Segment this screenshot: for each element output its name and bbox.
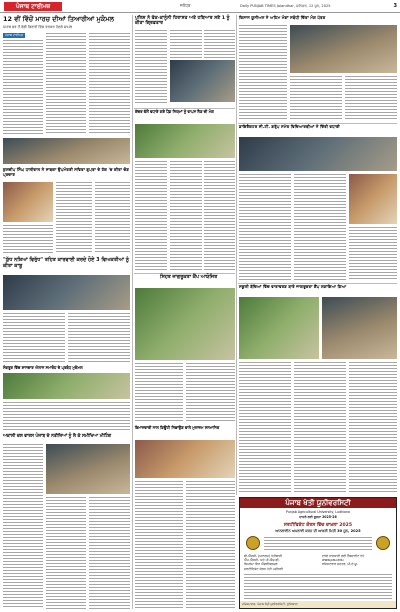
news-photo [3,138,130,164]
masthead [0,0,400,13]
ad-footer: ਰਜਿਸਟਰਾਰ, ਪੰਜਾਬ ਖੇਤੀ ਯੂਨੀਵਰਸਿਟੀ, ਲੁਧਿਆਣਾ [240,601,396,608]
article-text [56,182,92,252]
news-photo [3,275,130,310]
ad-banner: ਪੰਜਾਬ ਖੇਤੀ ਯੂਨੀਵਰਸਿਟੀ [240,498,396,508]
ad-course-list [244,554,283,571]
news-photo [322,297,397,359]
story-headline: "ਯੁੱਧ ਨਸ਼ਿਆਂ ਵਿਰੁੱਧ" ਤਹਿਤ ਕਾਰਵਾਈ ਕਰਦੇ ਹੋਏ 3 ਵਿਅਕਤੀਆਂ ਨੂੰ ਕੀਤਾ ਕਾਬੂ [3,257,129,269]
article-text [135,30,167,105]
ad-course-item: ਸਰਟੀਫਿਕੇਟ ਕੋਰਸ ਖੇਤੀ ਮਸ਼ੀਨਰੀ [244,566,283,571]
article-text [89,33,130,135]
article-text [3,444,43,609]
lead-subheadline: ਪੰਜਾਬ ਭਰ ਤੋਂ ਵੱਡੀ ਗਿਣਤੀ ਵਿੱਚ ਵਰਕਰ ਹੋਣਗੇ ਸ਼ਾਮਲ [3,25,73,29]
news-photo [135,440,235,478]
section-rule [134,273,235,274]
story-headline: ਪੁਲਿਸ ਨੇ ਫੇਕ-ਕਾਨੂੰਨੀ ਹਿਰਾਸਤ ਅਤੇ ਹਥਿਆਰ ਸਣੇ 1 ਨੂੰ ਕੀਤਾ ਗ੍ਰਿਫ਼ਤਾਰ [135,16,230,27]
news-photo [170,60,235,102]
article-text [3,225,53,253]
ad-text [244,574,392,600]
article-text [349,227,397,280]
ad-course-item: ਬੀ.ਐੱਸਸੀ. (ਆਨਰਜ਼) ਖੇਤੀਬਾੜੀ [244,554,282,558]
university-advertisement [239,497,397,609]
lead-headline: 12 ਵੀਂ ਵਿੱਚੋਂ ਮਾਰਚ ਦੀਆਂ ਤਿਆਰੀਆਂ ਮੁਕੰਮਲ [3,15,114,23]
article-text [46,33,86,135]
article-text [3,402,130,430]
article-text [349,362,397,492]
page-number: 3 [393,3,397,9]
article-text [204,30,235,58]
story-headline: ਅਕਾਲੀ ਦਲ ਵਾਰਸ ਪੰਜਾਬ ਦੇ ਨਤੀਜਿਆਂ ਨੂੰ ਲੈ ਕੇ ਸਮੀਖਿਆ ਮੀਟਿੰਗ [3,434,112,439]
ad-title: ਸਰਟੀਫਿਕੇਟ ਕੋਰਸ ਵਿੱਚ ਦਾਖ਼ਲਾ 2025 [283,523,353,528]
news-photo [135,288,235,360]
ad-info-list [322,554,364,567]
university-seal-icon [376,536,390,550]
byline-tag: ਪੰਜਾਬ ਟਾਈਮਜ਼ [5,33,24,37]
story-headline: ਕੇਂਦਰ ਵੱਲੋਂ ਵਧਾਏ ਗਏ ਪੈਂਡ ਨਿਯਮਾਂ ਨੂੰ ਵਾਪਸ ਲੈਣ ਦੀ ਮੰਗ [135,109,214,114]
article-text [95,182,130,252]
column-rule [132,15,133,609]
ad-info-item: www.pau.edu [322,558,344,563]
news-photo [239,297,319,359]
story-headline: ਡਾਇਰੈਕਟਰ ਸੀ.ਟੀ. ਗਰੁੱਪ ਸਮੇਤ ਵਿਦਿਆਰਥੀਆਂ ਨੇ ਦਿੱਤੀ ਵਧਾਈ [239,124,340,129]
article-text [68,313,130,363]
ad-course-item: ਡਿਪਲੋਮਾ ਇਨ ਐਗਰੀਕਲਚਰ [244,562,278,567]
newspaper-logo: ਪੰਜਾਬ ਟਾਈਮਜ਼ [4,2,62,11]
story-headline: ਸੰਗਰੂਰ ਵਿੱਚ ਸ਼ਾਨਦਾਰ ਐਲਾਨ ਸਮਾਰੋਹ ਦੇ ਪ੍ਰਬੰਧ ਮੁਕੰਮਲ [3,365,83,370]
article-text [89,497,130,609]
article-text [204,161,235,271]
university-seal-icon [246,536,260,550]
news-photo [135,124,235,158]
news-photo [349,174,397,224]
ad-deadline: ਆਨਲਾਈਨ ਅਪਲਾਈ ਕਰਨ ਦੀ ਆਖ਼ਰੀ ਮਿਤੀ 30 ਜੂਨ, 2025 [275,529,361,533]
article-text [239,174,291,280]
article-text [294,362,346,492]
article-text [186,481,235,609]
news-photo [290,25,397,73]
news-photo [239,137,397,171]
dateline: Daily PUNJAB TIMES Jalandhar, ਸ਼ਨਿਚਰ, 12 ਜੂਨ, 2025 [240,4,331,8]
article-text [46,497,86,609]
article-text [345,76,397,120]
news-photo [3,182,53,222]
news-photo [46,444,130,494]
ad-university-name: Punjab Agricultural University, Ludhiana [286,510,350,514]
article-text [239,25,287,120]
ad-notice: ਦਾਖ਼ਲੇ ਲਈ ਸੂਚਨਾ 2025-26 [299,515,337,519]
article-text [294,174,346,280]
news-photo [3,373,130,399]
article-text [239,362,291,492]
story-headline: ਸਿਹਤ ਜਾਗਰੂਕਤਾ ਕੈਂਪ ਆਯੋਜਿਤ [160,275,218,280]
ad-info-item: ਵਧੇਰੇ ਜਾਣਕਾਰੀ ਲਈ ਵੈੱਬਸਾਈਟ ਵੇਖੋ [322,554,365,558]
article-text [170,30,202,58]
section-label: ਜਲੰਧਰ [180,3,191,8]
story-headline: ਕਿਸਾਨ ਯੂਨੀਅਨ ਨੇ ਅਹਿਮ ਮੰਗਾਂ ਸਬੰਧੀ ਦਿੱਤਾ ਮੰਗ ਪੱਤਰ [239,15,326,20]
story-headline: ਸਕੂਲੀ ਬੱਚਿਆਂ ਵਿੱਚ ਵਾਤਾਵਰਣ ਬਾਰੇ ਜਾਗਰੂਕਤਾ ਕੈਂਪ ਲਗਾਇਆ ਗਿਆ [239,284,347,289]
article-text [135,363,183,423]
article-text [290,76,342,120]
column-rule [236,15,237,495]
article-text [170,161,202,271]
story-headline: ਇਮਾਨਦਾਰੀ ਨਾਲ ਡਿਊਟੀ ਨਿਭਾਉਣ ਵਾਲੇ ਮੁਲਾਜ਼ਮ ਸਨਮਾਨਿਤ [135,425,220,430]
story-headline: ਕੁਲਦੀਪ ਸਿੰਘ ਧਾਲੀਵਾਲ ਨੇ ਸਾਬਕਾ ਉਪਮੰਤਰੀ ਸਵਿਤਾ ਗੁਪਤਾ ਦੇ ਹੱਕ 'ਚ ਕੀਤਾ ਚੋਣ ਪ੍ਰਚਾਰ [3,167,130,177]
ad-text [264,537,372,551]
article-text [186,363,235,423]
article-text [3,313,65,363]
ad-info-item: ਰਜਿਸਟਰਾਰ ਦਫ਼ਤਰ, ਪੀ.ਏ.ਯੂ. [322,562,358,567]
article-text [3,40,43,135]
article-text [135,481,183,609]
ad-course-item: ਐੱਮ.ਐੱਸਸੀ. ਅਤੇ ਪੀ.ਐੱਚ.ਡੀ. [244,558,280,563]
article-text [135,161,167,271]
